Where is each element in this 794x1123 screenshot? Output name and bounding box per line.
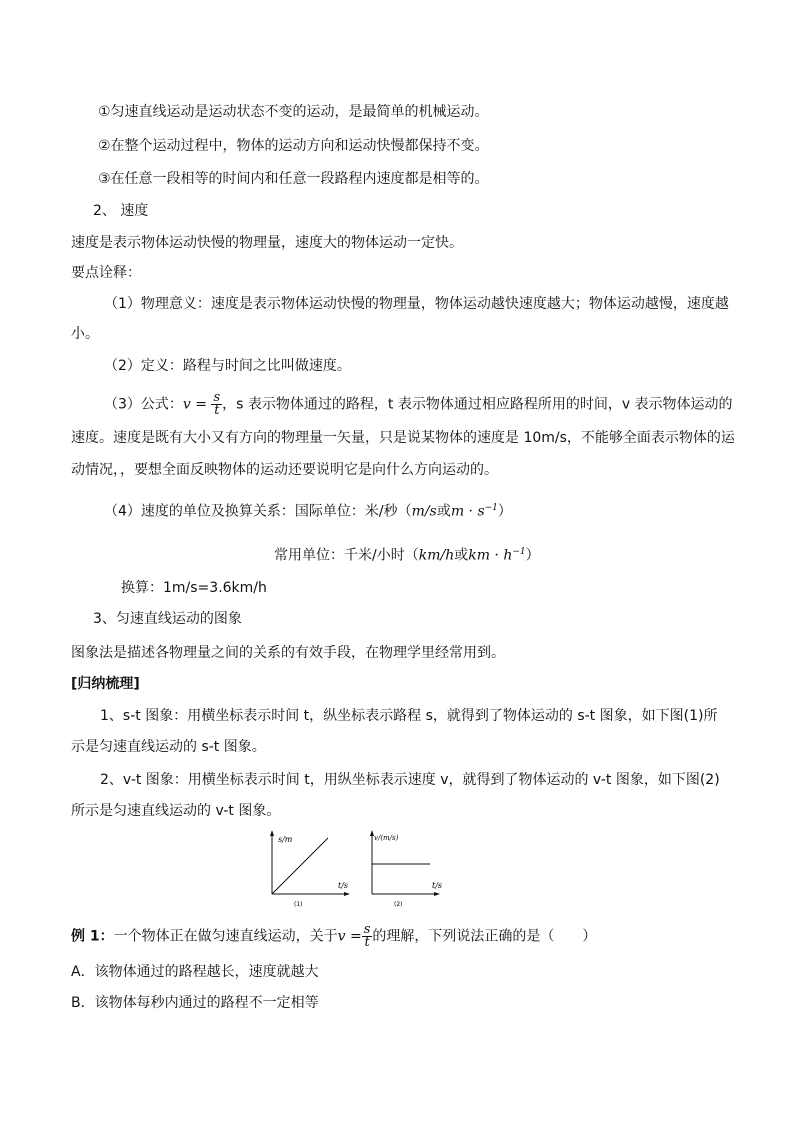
st-caption: (1) — [294, 901, 303, 908]
text-line-vt-graph: 2、v-t 图象：用横坐标表示时间 t，用纵坐标表示速度 v，就得到了物体运动的 v-t 图象，如下图(2) — [100, 772, 720, 788]
unit-ms: m/s — [411, 503, 437, 520]
text-line-st-graph-cont: 示是匀速直线运动的 s-t 图象。 — [71, 739, 266, 755]
text-line-formula-cont-2: 动情况，，要想全面反映物体的运动还要说明它是向什么方向运动的。 — [71, 462, 498, 478]
text-line-conversion: 换算：1m/s=3.6km/h — [121, 580, 267, 596]
text-line-formula — [104, 392, 733, 417]
unit-ms-alt: m · s — [450, 503, 485, 520]
text-line-uniform-1: ①匀速直线运动是运动状态不变的运动，是最简单的机械运动。 — [98, 104, 489, 120]
example-suffix: 的理解，下列说法正确的是（ ） — [372, 928, 597, 945]
text-line-speed-def: 速度是表示物体运动快慢的物理量，速度大的物体运动一定快。 — [71, 235, 463, 251]
graph-vt — [362, 828, 452, 908]
st-y-label: s/m — [278, 835, 293, 844]
option-b: B．该物体每秒内通过的路程不一定相等 — [71, 995, 319, 1011]
vt-x-arrow — [434, 892, 440, 896]
vt-caption: (2) — [394, 901, 403, 908]
text-line-common-units — [274, 542, 540, 566]
text-line-st-graph: 1、s-t 图象：用横坐标表示时间 t，纵坐标表示路程 s，就得到了物体运动的 s-t 图象，如下图(1)所 — [100, 708, 718, 724]
vt-y-label: v/(m/s) — [374, 834, 399, 842]
units-or: 或 — [436, 503, 451, 520]
graph-st — [262, 828, 352, 908]
example-1 — [71, 924, 596, 949]
formula-prefix: （3）公式： — [104, 396, 183, 413]
text-line-uniform-2: ②在整个运动过程中，物体的运动方向和运动快慢都保持不变。 — [98, 138, 489, 154]
st-x-label: t/s — [338, 881, 349, 890]
unit-kmh-alt: km · h — [468, 547, 513, 564]
formula-fraction — [211, 392, 222, 417]
example-label: 例 1： — [71, 928, 114, 945]
text-line-uniform-3: ③在任意一段相等的时间内和任意一段路程内速度都是相等的。 — [98, 171, 489, 187]
st-x-arrow — [344, 892, 350, 896]
fraction-denominator: t — [214, 403, 220, 418]
unit-exponent-2: −1 — [512, 547, 526, 557]
formula-v-eq: v = — [182, 396, 208, 413]
example-v-eq: v = — [337, 928, 362, 945]
text-line-vt-graph-cont: 所示是匀速直线运动的 v-t 图象。 — [71, 803, 281, 819]
example-fraction — [362, 924, 373, 949]
unit-kmh: km/h — [418, 547, 455, 564]
unit-exponent: −1 — [484, 503, 498, 513]
common-units-prefix: 常用单位：千米/小时（ — [274, 547, 419, 564]
example-denominator: t — [364, 935, 370, 950]
summary-heading: [归纳梳理] — [71, 676, 140, 692]
text-line-graph-method: 图象法是描述各物理量之间的关系的有效手段，在物理学里经常用到。 — [71, 645, 505, 661]
vt-x-label: t/s — [432, 881, 443, 890]
text-line-definition: （2）定义：路程与时间之比叫做速度。 — [104, 358, 351, 374]
st-line — [272, 838, 328, 894]
option-a: A．该物体通过的路程越长，速度就越大 — [71, 964, 319, 980]
section-heading-speed: 2、 速度 — [93, 203, 149, 219]
common-units-close: ） — [525, 547, 540, 564]
fraction-numerator: s — [213, 390, 221, 405]
common-units-or: 或 — [454, 547, 469, 564]
text-line-key-points: 要点诠释： — [71, 265, 141, 281]
units-close: ） — [497, 503, 512, 520]
units-prefix: （4）速度的单位及换算关系：国际单位：米/秒（ — [104, 503, 412, 520]
example-numerator: s — [363, 922, 371, 937]
text-line-meaning: （1）物理意义：速度是表示物体运动快慢的物理量，物体运动越快速度越大；物体运动越慢，速度越 — [104, 296, 729, 312]
formula-suffix: ，s 表示物体通过的路程，t 表示物体通过相应路程所用的时间，v 表示物体运动的 — [222, 396, 733, 413]
text-line-meaning-cont: 小。 — [71, 326, 99, 342]
section-heading-graph: 3、匀速直线运动的图象 — [93, 611, 242, 627]
text-line-formula-cont-1: 速度。速度是既有大小又有方向的物理量一矢量，只是说某物体的速度是 10m/s，不能够全面表示物体的运 — [71, 430, 735, 446]
st-y-arrow — [270, 830, 274, 836]
example-prefix: 一个物体正在做匀速直线运动，关于 — [113, 928, 338, 945]
text-line-units — [104, 498, 512, 522]
